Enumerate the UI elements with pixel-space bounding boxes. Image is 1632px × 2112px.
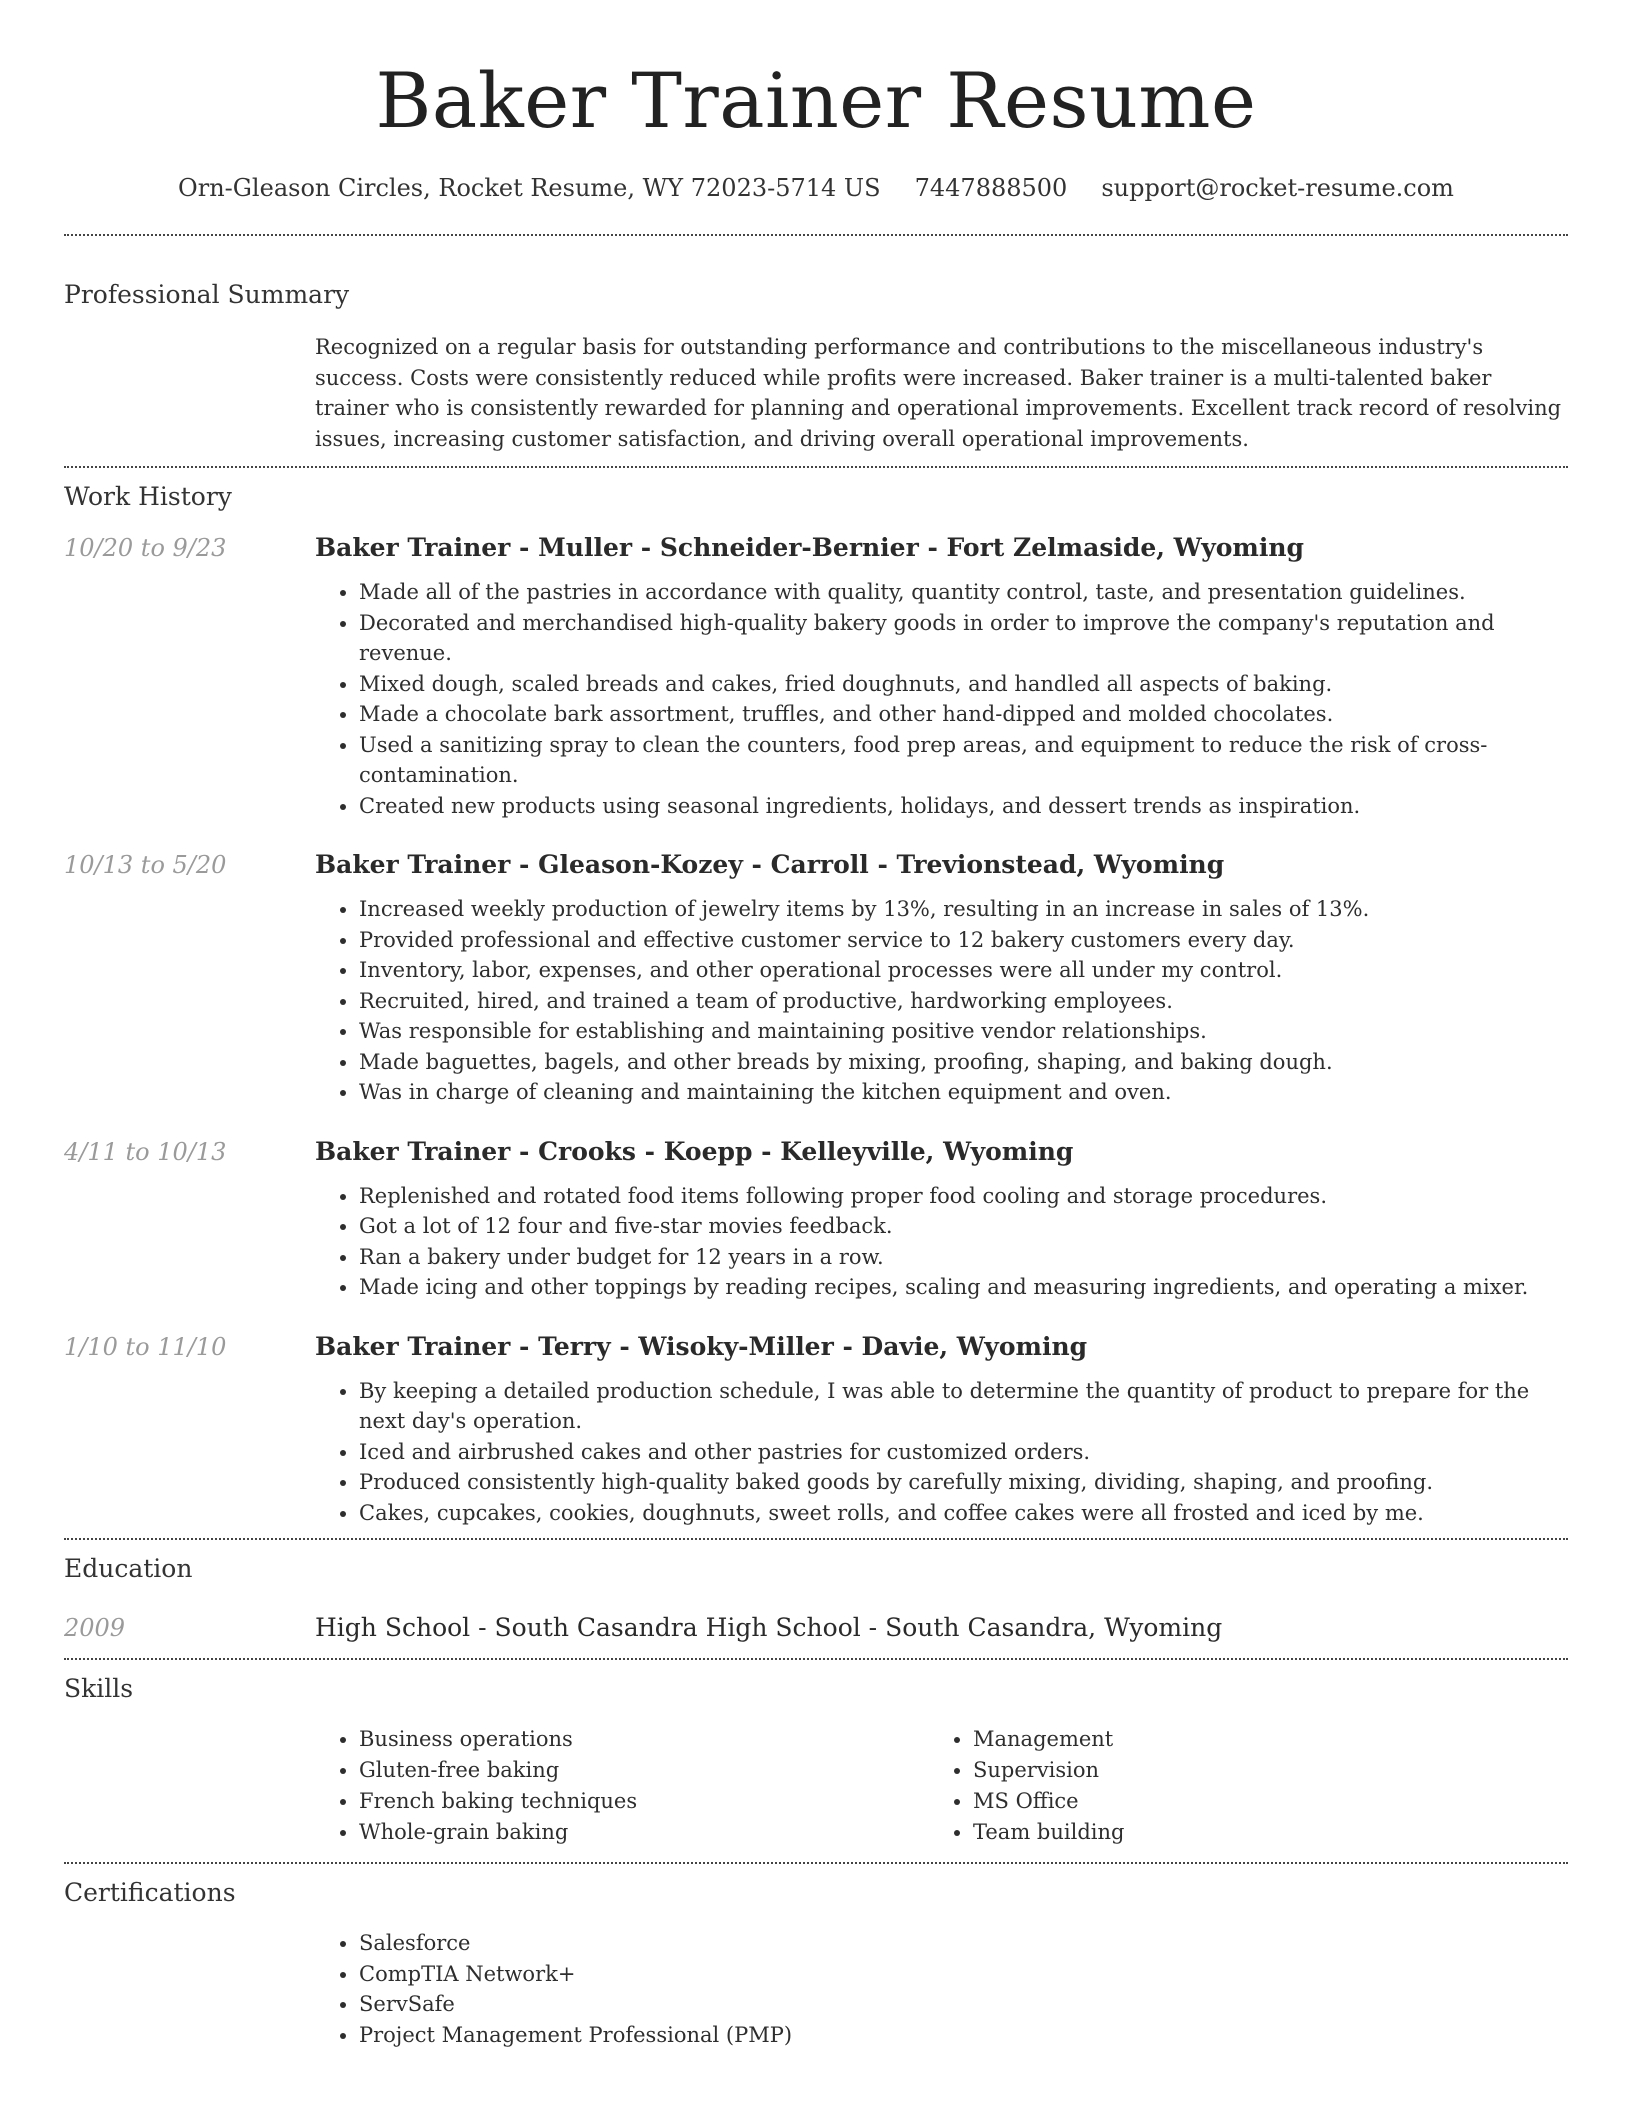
skill-item: • Team building	[973, 1817, 1543, 1848]
job-bullet: • Made all of the pastries in accordance with quality, quantity control, taste, and presentation guidelines.	[359, 577, 1568, 608]
job-bullet: • Ran a bakery under budget for 12 years in a row.	[359, 1242, 1568, 1273]
certification-item: • ServSafe	[359, 1989, 1568, 2020]
job-bullet: • Decorated and merchandised high-quality bakery goods in order to improve the company's reputation and revenue.	[359, 608, 1568, 669]
job-bullet: • Created new products using seasonal ingredients, holidays, and dessert trends as inspiration.	[359, 791, 1568, 822]
skills-grid	[315, 1724, 1568, 1848]
work-history-heading: Work History	[64, 482, 232, 511]
job-bullet: • By keeping a detailed production schedule, I was able to determine the quantity of product to prepare for the next day's operation.	[359, 1376, 1568, 1437]
skill-item: • Whole-grain baking	[359, 1817, 929, 1848]
job-entry	[64, 532, 1568, 821]
job-entry	[64, 1331, 1568, 1529]
job-bullets	[315, 1376, 1568, 1529]
job-body	[315, 1136, 1568, 1303]
education-heading: Education	[64, 1554, 193, 1583]
skills-section	[64, 1660, 1568, 1862]
skill-item: • Supervision	[973, 1755, 1543, 1786]
job-title: Baker Trainer - Muller - Schneider-Bernier - Fort Zelmaside, Wyoming	[315, 533, 1305, 562]
job-bullet: • Replenished and rotated food items following proper food cooling and storage procedures.	[359, 1181, 1568, 1212]
job-bullets	[315, 577, 1568, 821]
summary-section	[64, 236, 1568, 466]
education-entry	[64, 1612, 1568, 1644]
certification-item: • Salesforce	[359, 1928, 1568, 1959]
job-bullets	[315, 894, 1568, 1108]
job-bullet: • Increased weekly production of jewelry items by 13%, resulting in an increase in sales of 13%.	[359, 894, 1568, 925]
job-body	[315, 849, 1568, 1108]
certification-item: • CompTIA Network+	[359, 1959, 1568, 1990]
summary-text: Recognized on a regular basis for outstanding performance and contributions to the miscellaneous industry's success. Costs were consistently reduced while profits were increased. Baker trainer is a multi-talented baker trainer who is consistently rewarded for planning and operational improvements. Excellent track record of resolving issues, increasing customer satisfaction, and driving overall operational improvements.	[315, 335, 1562, 451]
job-bullet: • Made a chocolate bark assortment, truffles, and other hand-dipped and molded chocolates.	[359, 699, 1568, 730]
job-bullet: • Made baguettes, bagels, and other breads by mixing, proofing, shaping, and baking dough.	[359, 1047, 1568, 1078]
job-title: Baker Trainer - Terry - Wisoky-Miller - Davie, Wyoming	[315, 1331, 1088, 1361]
contact-row	[64, 172, 1568, 204]
skill-item: • Business operations	[359, 1724, 929, 1755]
job-dates: 10/20 to 9/23	[64, 534, 227, 562]
job-title: Baker Trainer - Crooks - Koepp - Kelleyville, Wyoming	[315, 1136, 1074, 1166]
skill-item: • Gluten-free baking	[359, 1755, 929, 1786]
job-body	[315, 1331, 1568, 1529]
skills-column-left	[315, 1724, 929, 1848]
job-dates: 10/13 to 5/20	[64, 851, 227, 879]
job-body	[315, 532, 1568, 821]
contact-address: Orn-Gleason Circles, Rocket Resume, WY 72023-5714 US	[178, 174, 881, 202]
certification-item: • Project Management Professional (PMP)	[359, 2020, 1568, 2051]
job-bullet: • Iced and airbrushed cakes and other pastries for customized orders.	[359, 1437, 1568, 1468]
skills-column-right	[929, 1724, 1543, 1848]
job-bullet: • Inventory, labor, expenses, and other operational processes were all under my control.	[359, 955, 1568, 986]
education-detail: High School - South Casandra High School - South Casandra, Wyoming	[315, 1613, 1223, 1642]
contact-phone: 7447888500	[914, 174, 1068, 202]
job-bullet: • Was in charge of cleaning and maintaining the kitchen equipment and oven.	[359, 1077, 1568, 1108]
education-year: 2009	[64, 1614, 126, 1642]
education-section	[64, 1540, 1568, 1658]
skill-item: • Management	[973, 1724, 1543, 1755]
job-bullet: • Cakes, cupcakes, cookies, doughnuts, sweet rolls, and coffee cakes were all frosted and iced by me.	[359, 1498, 1568, 1529]
work-history-section	[64, 468, 1568, 1538]
job-dates: 4/11 to 10/13	[64, 1137, 227, 1166]
job-bullet: • Got a lot of 12 four and five-star movies feedback.	[359, 1211, 1568, 1242]
summary-heading: Professional Summary	[64, 280, 350, 309]
job-bullets	[315, 1181, 1568, 1303]
resume-title: Baker Trainer Resume	[375, 56, 1257, 145]
skill-item: • French baking techniques	[359, 1786, 929, 1817]
job-entry	[64, 1136, 1568, 1303]
job-bullet: • Mixed dough, scaled breads and cakes, fried doughnuts, and handled all aspects of baking.	[359, 669, 1568, 700]
job-bullet: • Produced consistently high-quality baked goods by carefully mixing, dividing, shaping, and proofing.	[359, 1467, 1568, 1498]
job-title: Baker Trainer - Gleason-Kozey - Carroll - Trevionstead, Wyoming	[315, 850, 1225, 879]
job-entry	[64, 849, 1568, 1108]
certifications-section	[64, 1864, 1568, 2050]
job-bullet: • Provided professional and effective customer service to 12 bakery customers every day.	[359, 925, 1568, 956]
certifications-heading: Certifications	[64, 1878, 236, 1907]
job-bullet: • Used a sanitizing spray to clean the counters, food prep areas, and equipment to reduce the risk of cross-contamination.	[359, 730, 1568, 791]
contact-email: support@rocket-resume.com	[1101, 174, 1454, 202]
job-dates: 1/10 to 11/10	[64, 1332, 227, 1361]
job-bullet: • Was responsible for establishing and maintaining positive vendor relationships.	[359, 1016, 1568, 1047]
job-bullet: • Recruited, hired, and trained a team of productive, hardworking employees.	[359, 986, 1568, 1017]
skill-item: • MS Office	[973, 1786, 1543, 1817]
skills-heading: Skills	[64, 1674, 134, 1703]
job-bullet: • Made icing and other toppings by reading recipes, scaling and measuring ingredients, and operating a mixer.	[359, 1272, 1568, 1303]
certifications-list	[315, 1928, 1568, 2050]
